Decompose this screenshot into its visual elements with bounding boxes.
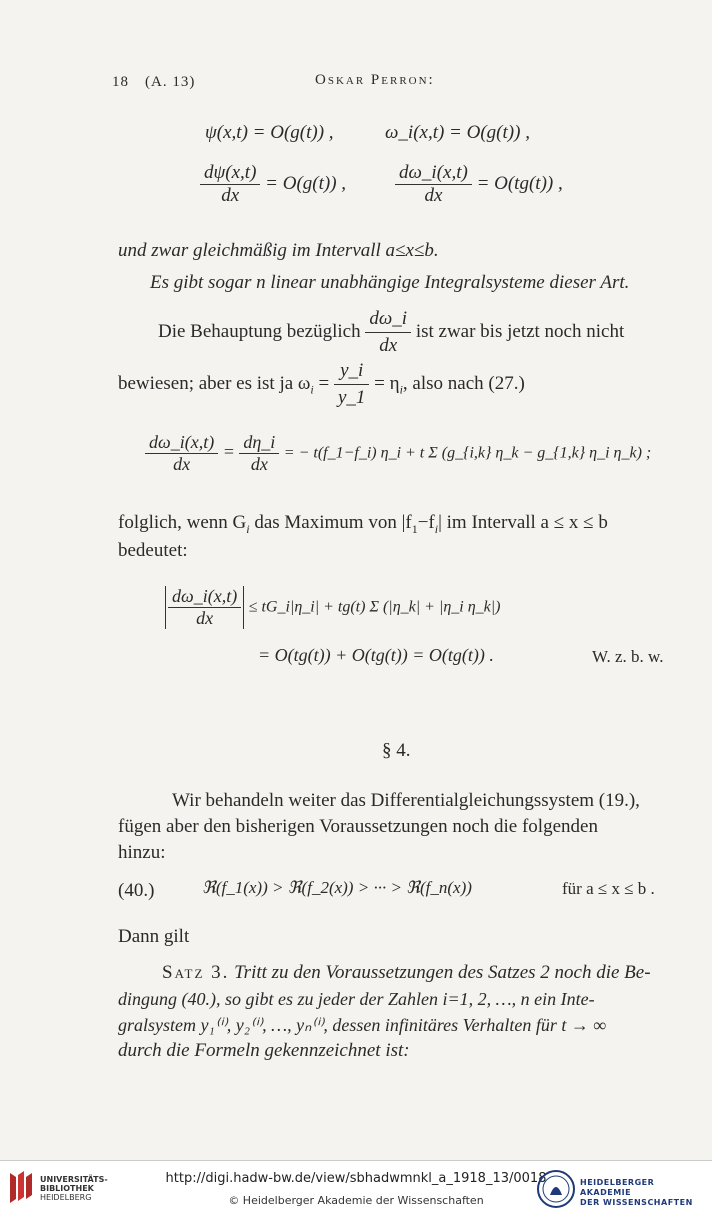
fraction-denominator: dx [168, 607, 241, 629]
text-segment: = η [374, 372, 400, 394]
text-wir-behandeln: Wir behandeln weiter das Differentialgleichungssystem (19.), [172, 790, 640, 811]
equation-condition: für a ≤ x ≤ b . [562, 879, 655, 898]
text-segment: das Maximum von |f [254, 512, 412, 533]
text-segment: Die Behauptung bezüglich [158, 320, 361, 342]
theorem-label: Satz 3. [162, 962, 230, 983]
text-satz-line-3: gralsystem y₁⁽ⁱ⁾, y₂⁽ⁱ⁾, …, yₙ⁽ⁱ⁾, dessen infinitäres Verhalten für t → ∞ [118, 1015, 607, 1035]
library-line-3: HEIDELBERG [40, 1193, 92, 1202]
equation-rhs: = − t(f_1−f_i) η_i + t Σ (g_{i,k} η_k − g_{1,k} η_i η_k) ; [283, 444, 652, 462]
library-line-2: BIBLIOTHEK [40, 1184, 94, 1193]
text-hinzu: hinzu: [118, 842, 166, 863]
text-bewiesen: bewiesen; aber es ist ja $\omega_i$ = $\frac{y\_i}{y\_1}$ = $\eta_i$, also nach (27.) [118, 358, 525, 411]
fraction-numerator: dω_i [369, 308, 408, 329]
text-folglich: folglich, wenn $G_i$ das Maximum von $|f_1-f_i|$ im Intervall a ≤ x ≤ b [118, 512, 608, 536]
fraction-dw-dx [365, 306, 411, 359]
text-segment: folglich, wenn G [118, 512, 247, 533]
equation-rhs: = O(g(t)) , [265, 172, 347, 194]
academy-line-2: DER WISSENSCHAFTEN [580, 1198, 693, 1207]
fraction-denominator: dx [239, 453, 279, 475]
fraction-denominator: dx [145, 453, 218, 475]
academy-seal-icon [536, 1169, 576, 1209]
text-satz-line-4: durch die Formeln gekennzeichnet ist: [118, 1040, 410, 1061]
equation-rhs: = O(tg(t)) , [476, 172, 563, 194]
text-segment: bewiesen; aber es ist ja ω [118, 372, 311, 394]
fraction-mid [239, 432, 279, 475]
equation-six [165, 586, 500, 629]
text-dann-gilt: Dann gilt [118, 926, 190, 947]
academy-logo[interactable] [536, 1167, 706, 1211]
equation-psi: ψ(x,t) = O(g(t)) , [205, 122, 334, 143]
viewer-footer [0, 1160, 712, 1215]
fraction-denominator: dx [365, 332, 411, 359]
text-behauptung [158, 306, 624, 359]
fraction-numerator: dω_i(x,t) [172, 586, 238, 606]
equation-five: $\frac{d\omega\_i(x,t)}{dx}$ = $\frac{d\eta\_i}{dx}$ = − t(f_1−f_i) η_i + t Σ (g_{i,k} η_k − g_{1,k} η_i η_k) ; [145, 432, 651, 475]
page-number: 18 [112, 74, 129, 90]
equation-rhs: ≤ tG_i|η_i| + tg(t) Σ (|η_k| + |η_i η_k|) [248, 598, 501, 616]
equation-forty: ℜ(f_1(x)) > ℜ(f_2(x)) > ··· > ℜ(f_n(x)) [202, 878, 472, 897]
fraction-lhs [145, 432, 218, 475]
header-ref: (A. 13) [145, 74, 196, 90]
text-segment: ist zwar bis jetzt noch nicht [415, 320, 625, 342]
fraction-denominator: y_1 [334, 384, 369, 411]
copyright-text: © Heidelberger Akademie der Wissenschaften [228, 1194, 484, 1207]
text-integralsysteme: Es gibt sogar n linear unabhängige Integralsysteme dieser Art. [150, 272, 630, 293]
equation-dpsi [200, 162, 346, 207]
fraction-dpsi [200, 162, 260, 207]
academy-line-1: HEIDELBERGER AKADEMIE [580, 1178, 655, 1197]
equation-omega: ω_i(x,t) = O(g(t)) , [385, 122, 530, 143]
section-heading: § 4. [382, 740, 411, 761]
fraction-numerator: dη_i [243, 432, 276, 452]
equation-label-40: (40.) [118, 880, 155, 901]
fraction-domega [395, 162, 472, 207]
text-fuegen: fügen aber den bisherigen Voraussetzungen noch die folgenden [118, 816, 598, 837]
fraction-abs [168, 586, 241, 629]
library-line-1: UNIVERSITÄTS- [40, 1175, 108, 1184]
fraction-numerator: dω_i(x,t) [399, 162, 468, 183]
text-bedeutet: bedeutet: [118, 540, 188, 561]
text-gleichmaessig: und zwar gleichmäßig im Intervall a≤x≤b. [118, 240, 439, 261]
text-qed: W. z. b. w. [592, 647, 664, 666]
header-author: Oskar Perron: [315, 72, 435, 88]
text-segment: | im Intervall a ≤ x ≤ b [438, 512, 608, 533]
fraction-numerator: y_i [340, 360, 364, 381]
text-segment: −f [417, 512, 435, 533]
text-segment: , also nach (27.) [402, 372, 525, 394]
fraction-numerator: dω_i(x,t) [149, 432, 215, 452]
text-satz-line-1 [162, 960, 651, 986]
fraction-denominator: dx [395, 184, 472, 207]
text-satz-line-2: dingung (40.), so gibt es zu jeder der Zahlen i=1, 2, …, n ein Inte- [118, 989, 595, 1009]
permalink-url[interactable]: http://digi.hadw-bw.de/view/sbhadwmnkl_a_1918_13/0018 [165, 1171, 547, 1186]
fraction-numerator: dψ(x,t) [204, 162, 257, 183]
equation-seven: = O(tg(t)) + O(tg(t)) = O(tg(t)) . [258, 645, 494, 665]
equation-domega [395, 162, 563, 207]
fraction-y [334, 358, 369, 411]
text-segment: Tritt zu den Voraussetzungen des Satzes 2 noch die Be- [234, 962, 651, 983]
fraction-denominator: dx [200, 184, 260, 207]
